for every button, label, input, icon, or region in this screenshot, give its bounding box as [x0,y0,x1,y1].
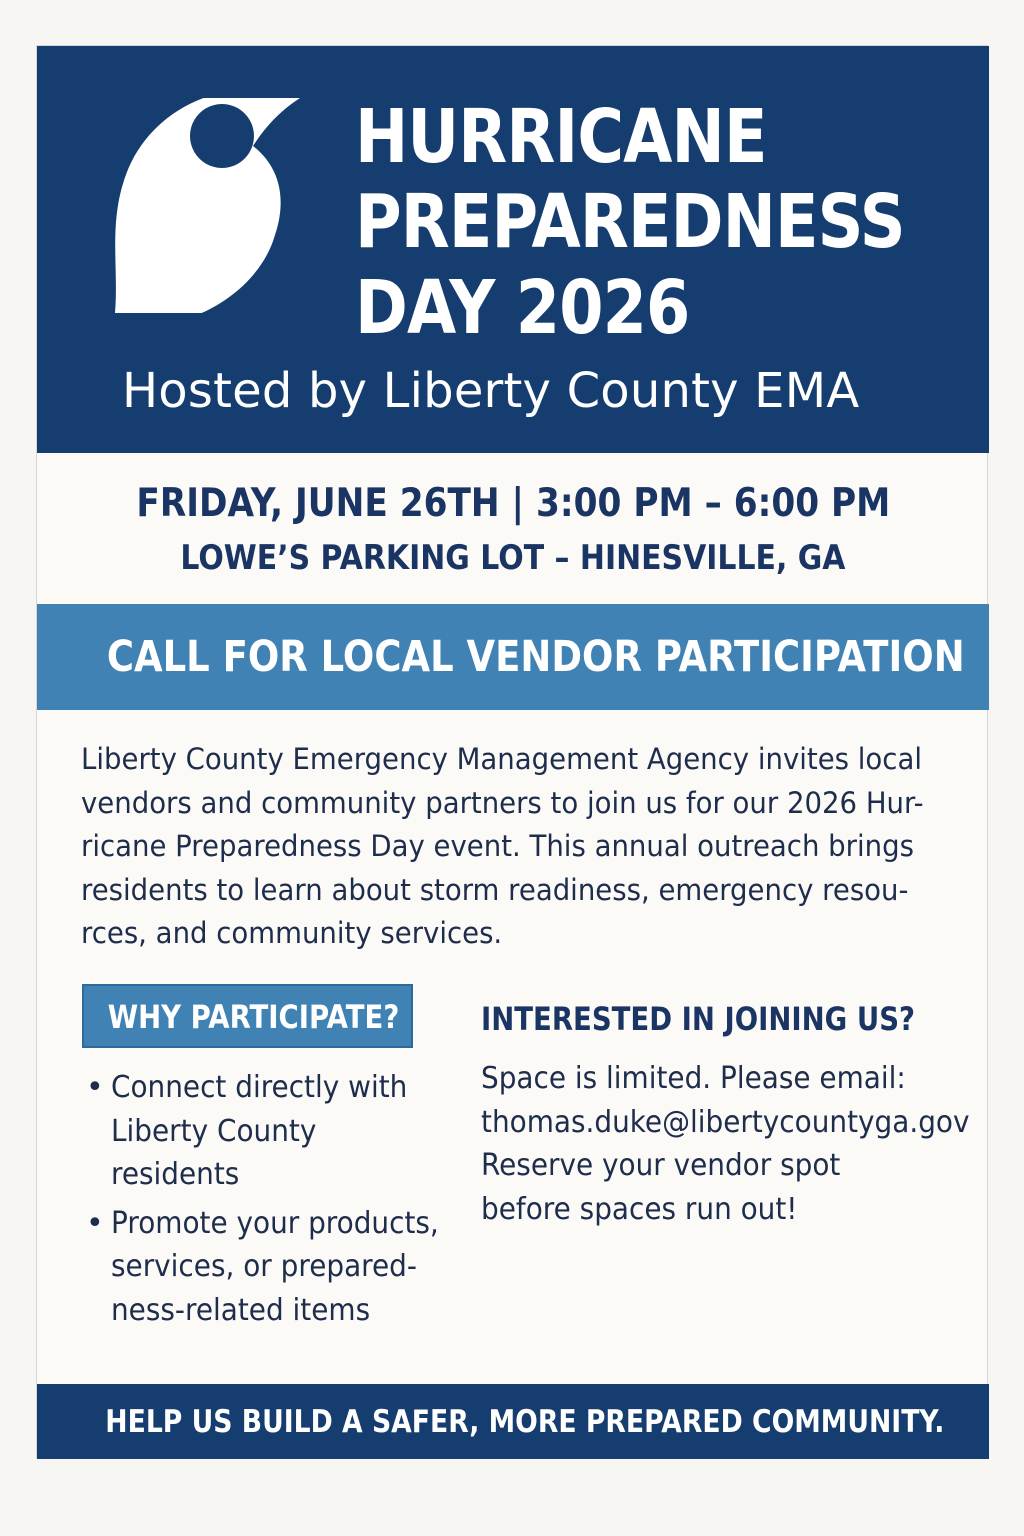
intro-line: vendors and community partners to join us for our 2026 Hur- [81,785,924,820]
intro-line: ricane Preparedness Day event. This annual outreach brings [81,829,914,863]
title-line-3: DAY 2026 [355,265,690,351]
join-heading: INTERESTED IN JOINING US? [481,1000,915,1038]
intro-line: residents to learn about storm readiness, emergency resou- [81,872,909,907]
hosted-by: Hosted by Liberty County EMA [122,363,860,419]
header-banner [37,46,989,453]
event-location-text: LOWE’S PARKING LOT – HINESVILLE, GA [180,538,846,578]
join-line-reserve: Reserve your vendor spot [481,1148,841,1183]
footer-banner [37,1384,989,1459]
intro-line: rces, and community services. [81,916,503,950]
intro-line: Liberty County Emergency Management Agency invites local [81,742,922,776]
event-location [37,535,989,581]
join-line-space-limited: Space is limited. Please email: [481,1061,906,1096]
why-participate-heading-text: WHY PARTICIPATE? [107,998,400,1036]
benefits-list [85,1066,463,1332]
call-heading-text: CALL FOR LOCAL VENDOR PARTICIPATION [106,632,965,682]
event-date-time [37,478,989,530]
bullet-line: Connect directly with [111,1070,408,1105]
bullet-icon: • [86,1205,104,1241]
list-item [85,1066,463,1197]
footer-slogan [37,1400,989,1444]
call-heading [37,628,989,686]
intro-paragraph [81,738,968,956]
why-participate-heading [84,998,411,1036]
join-line-before: before spaces run out! [481,1191,798,1227]
hurricane-icon [115,98,305,313]
footer-slogan-text: HELP US BUILD A SAFER, MORE PREPARED COMMUNITY. [105,1404,945,1440]
why-participate-badge [82,984,413,1048]
contact-email-link[interactable]: thomas.duke@libertycountyga.gov [481,1104,970,1140]
bullet-line: residents [111,1157,240,1192]
bullet-line: Promote your products, [111,1205,439,1241]
call-banner [37,604,989,710]
bullet-line: services, or prepared- [111,1249,417,1284]
join-details [481,1057,1006,1231]
event-date-time-text: FRIDAY, JUNE 26TH | 3:00 PM – 6:00 PM [136,481,890,526]
title-line-1: HURRICANE [355,94,767,180]
bullet-line: ness-related items [111,1292,371,1328]
bullet-line: Liberty County [111,1113,317,1149]
title-line-2: PREPAREDNESS [355,179,905,265]
vendor-flyer [36,45,988,1458]
list-item [85,1202,463,1333]
bullet-icon: • [86,1070,104,1105]
